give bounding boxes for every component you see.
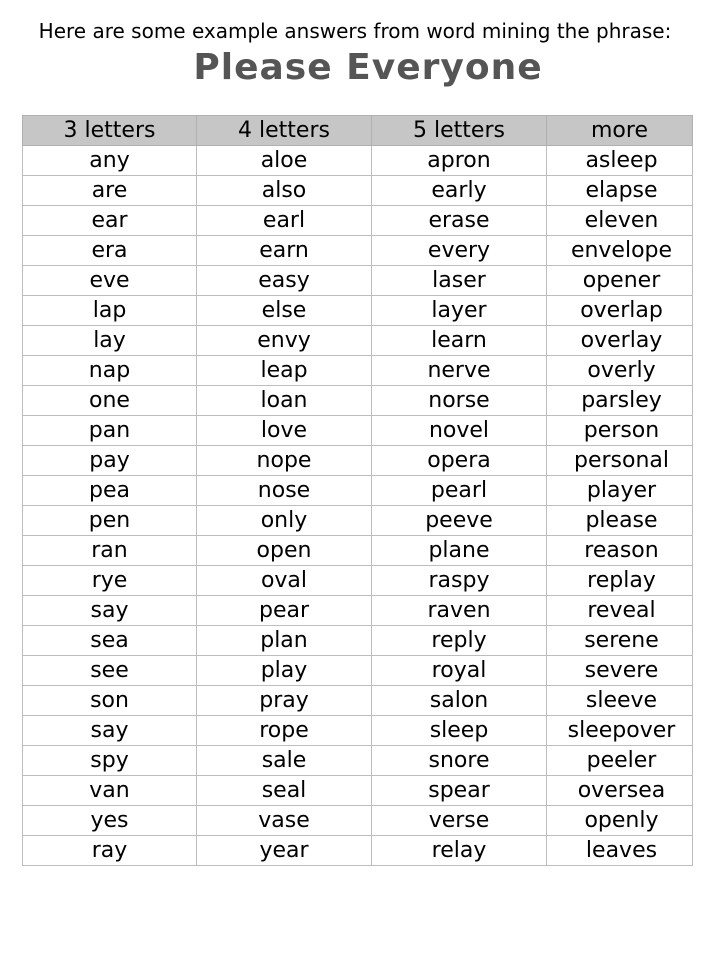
word-more: asleep: [547, 146, 693, 176]
word-4-letters: also: [197, 176, 372, 206]
word-3-letters: pen: [23, 506, 197, 536]
word-4-letters: envy: [197, 326, 372, 356]
word-5-letters: royal: [372, 656, 547, 686]
word-more: opener: [547, 266, 693, 296]
word-more: serene: [547, 626, 693, 656]
word-3-letters: see: [23, 656, 197, 686]
word-5-letters: nerve: [372, 356, 547, 386]
word-4-letters: year: [197, 836, 372, 866]
word-3-letters: pea: [23, 476, 197, 506]
column-header-more: more: [547, 116, 693, 146]
word-more: parsley: [547, 386, 693, 416]
word-4-letters: open: [197, 536, 372, 566]
table-row: [23, 596, 693, 626]
table-row: [23, 656, 693, 686]
word-more: player: [547, 476, 693, 506]
table-row: [23, 686, 693, 716]
word-4-letters: love: [197, 416, 372, 446]
word-4-letters: easy: [197, 266, 372, 296]
word-4-letters: earn: [197, 236, 372, 266]
word-more: severe: [547, 656, 693, 686]
word-more: overly: [547, 356, 693, 386]
word-3-letters: spy: [23, 746, 197, 776]
word-5-letters: opera: [372, 446, 547, 476]
page-title: Please Everyone: [193, 47, 543, 88]
word-5-letters: spear: [372, 776, 547, 806]
table-row: [23, 386, 693, 416]
word-3-letters: one: [23, 386, 197, 416]
word-4-letters: nose: [197, 476, 372, 506]
word-4-letters: earl: [197, 206, 372, 236]
table-row: [23, 536, 693, 566]
word-4-letters: else: [197, 296, 372, 326]
word-more: elapse: [547, 176, 693, 206]
word-3-letters: ray: [23, 836, 197, 866]
table-row: [23, 206, 693, 236]
word-5-letters: apron: [372, 146, 547, 176]
word-4-letters: play: [197, 656, 372, 686]
table-row: [23, 566, 693, 596]
word-4-letters: leap: [197, 356, 372, 386]
word-more: overlay: [547, 326, 693, 356]
word-5-letters: sleep: [372, 716, 547, 746]
word-3-letters: say: [23, 716, 197, 746]
table-row: [23, 716, 693, 746]
word-3-letters: lap: [23, 296, 197, 326]
word-5-letters: laser: [372, 266, 547, 296]
table-header-row: [23, 116, 693, 146]
word-5-letters: raspy: [372, 566, 547, 596]
word-4-letters: vase: [197, 806, 372, 836]
table-row: [23, 416, 693, 446]
word-more: leaves: [547, 836, 693, 866]
word-5-letters: layer: [372, 296, 547, 326]
word-4-letters: only: [197, 506, 372, 536]
table-row: [23, 326, 693, 356]
intro-text: Here are some example answers from word mining the phrase:: [38, 19, 672, 43]
word-more: person: [547, 416, 693, 446]
word-5-letters: early: [372, 176, 547, 206]
word-more: sleeve: [547, 686, 693, 716]
column-header-3-letters: 3 letters: [23, 116, 197, 146]
word-4-letters: rope: [197, 716, 372, 746]
column-header-4-letters: 4 letters: [197, 116, 372, 146]
word-3-letters: son: [23, 686, 197, 716]
word-more: personal: [547, 446, 693, 476]
word-4-letters: seal: [197, 776, 372, 806]
word-3-letters: rye: [23, 566, 197, 596]
word-3-letters: sea: [23, 626, 197, 656]
word-4-letters: plan: [197, 626, 372, 656]
word-3-letters: lay: [23, 326, 197, 356]
word-more: please: [547, 506, 693, 536]
table-row: [23, 776, 693, 806]
word-more: oversea: [547, 776, 693, 806]
word-4-letters: loan: [197, 386, 372, 416]
word-4-letters: pear: [197, 596, 372, 626]
word-more: reason: [547, 536, 693, 566]
word-5-letters: norse: [372, 386, 547, 416]
word-5-letters: learn: [372, 326, 547, 356]
word-more: overlap: [547, 296, 693, 326]
column-header-5-letters: 5 letters: [372, 116, 547, 146]
word-5-letters: every: [372, 236, 547, 266]
word-4-letters: pray: [197, 686, 372, 716]
word-table: [22, 115, 693, 866]
table-row: [23, 506, 693, 536]
word-more: peeler: [547, 746, 693, 776]
word-3-letters: eve: [23, 266, 197, 296]
word-3-letters: ear: [23, 206, 197, 236]
table-row: [23, 146, 693, 176]
word-5-letters: pearl: [372, 476, 547, 506]
word-3-letters: any: [23, 146, 197, 176]
table-row: [23, 176, 693, 206]
table-row: [23, 296, 693, 326]
word-5-letters: reply: [372, 626, 547, 656]
word-more: sleepover: [547, 716, 693, 746]
word-more: envelope: [547, 236, 693, 266]
word-3-letters: era: [23, 236, 197, 266]
word-4-letters: aloe: [197, 146, 372, 176]
table-row: [23, 356, 693, 386]
table-row: [23, 836, 693, 866]
word-5-letters: raven: [372, 596, 547, 626]
word-5-letters: erase: [372, 206, 547, 236]
table-row: [23, 746, 693, 776]
word-3-letters: yes: [23, 806, 197, 836]
table-row: [23, 266, 693, 296]
word-3-letters: van: [23, 776, 197, 806]
word-4-letters: oval: [197, 566, 372, 596]
word-3-letters: nap: [23, 356, 197, 386]
word-5-letters: snore: [372, 746, 547, 776]
table-row: [23, 236, 693, 266]
word-5-letters: verse: [372, 806, 547, 836]
table-row: [23, 476, 693, 506]
word-3-letters: are: [23, 176, 197, 206]
table-row: [23, 806, 693, 836]
word-more: eleven: [547, 206, 693, 236]
word-more: openly: [547, 806, 693, 836]
table-row: [23, 626, 693, 656]
word-4-letters: nope: [197, 446, 372, 476]
word-rows: [23, 146, 693, 866]
word-more: replay: [547, 566, 693, 596]
word-3-letters: ran: [23, 536, 197, 566]
word-5-letters: relay: [372, 836, 547, 866]
word-5-letters: peeve: [372, 506, 547, 536]
table-row: [23, 446, 693, 476]
word-5-letters: novel: [372, 416, 547, 446]
word-5-letters: plane: [372, 536, 547, 566]
word-3-letters: say: [23, 596, 197, 626]
word-5-letters: salon: [372, 686, 547, 716]
word-more: reveal: [547, 596, 693, 626]
word-3-letters: pay: [23, 446, 197, 476]
word-3-letters: pan: [23, 416, 197, 446]
word-4-letters: sale: [197, 746, 372, 776]
